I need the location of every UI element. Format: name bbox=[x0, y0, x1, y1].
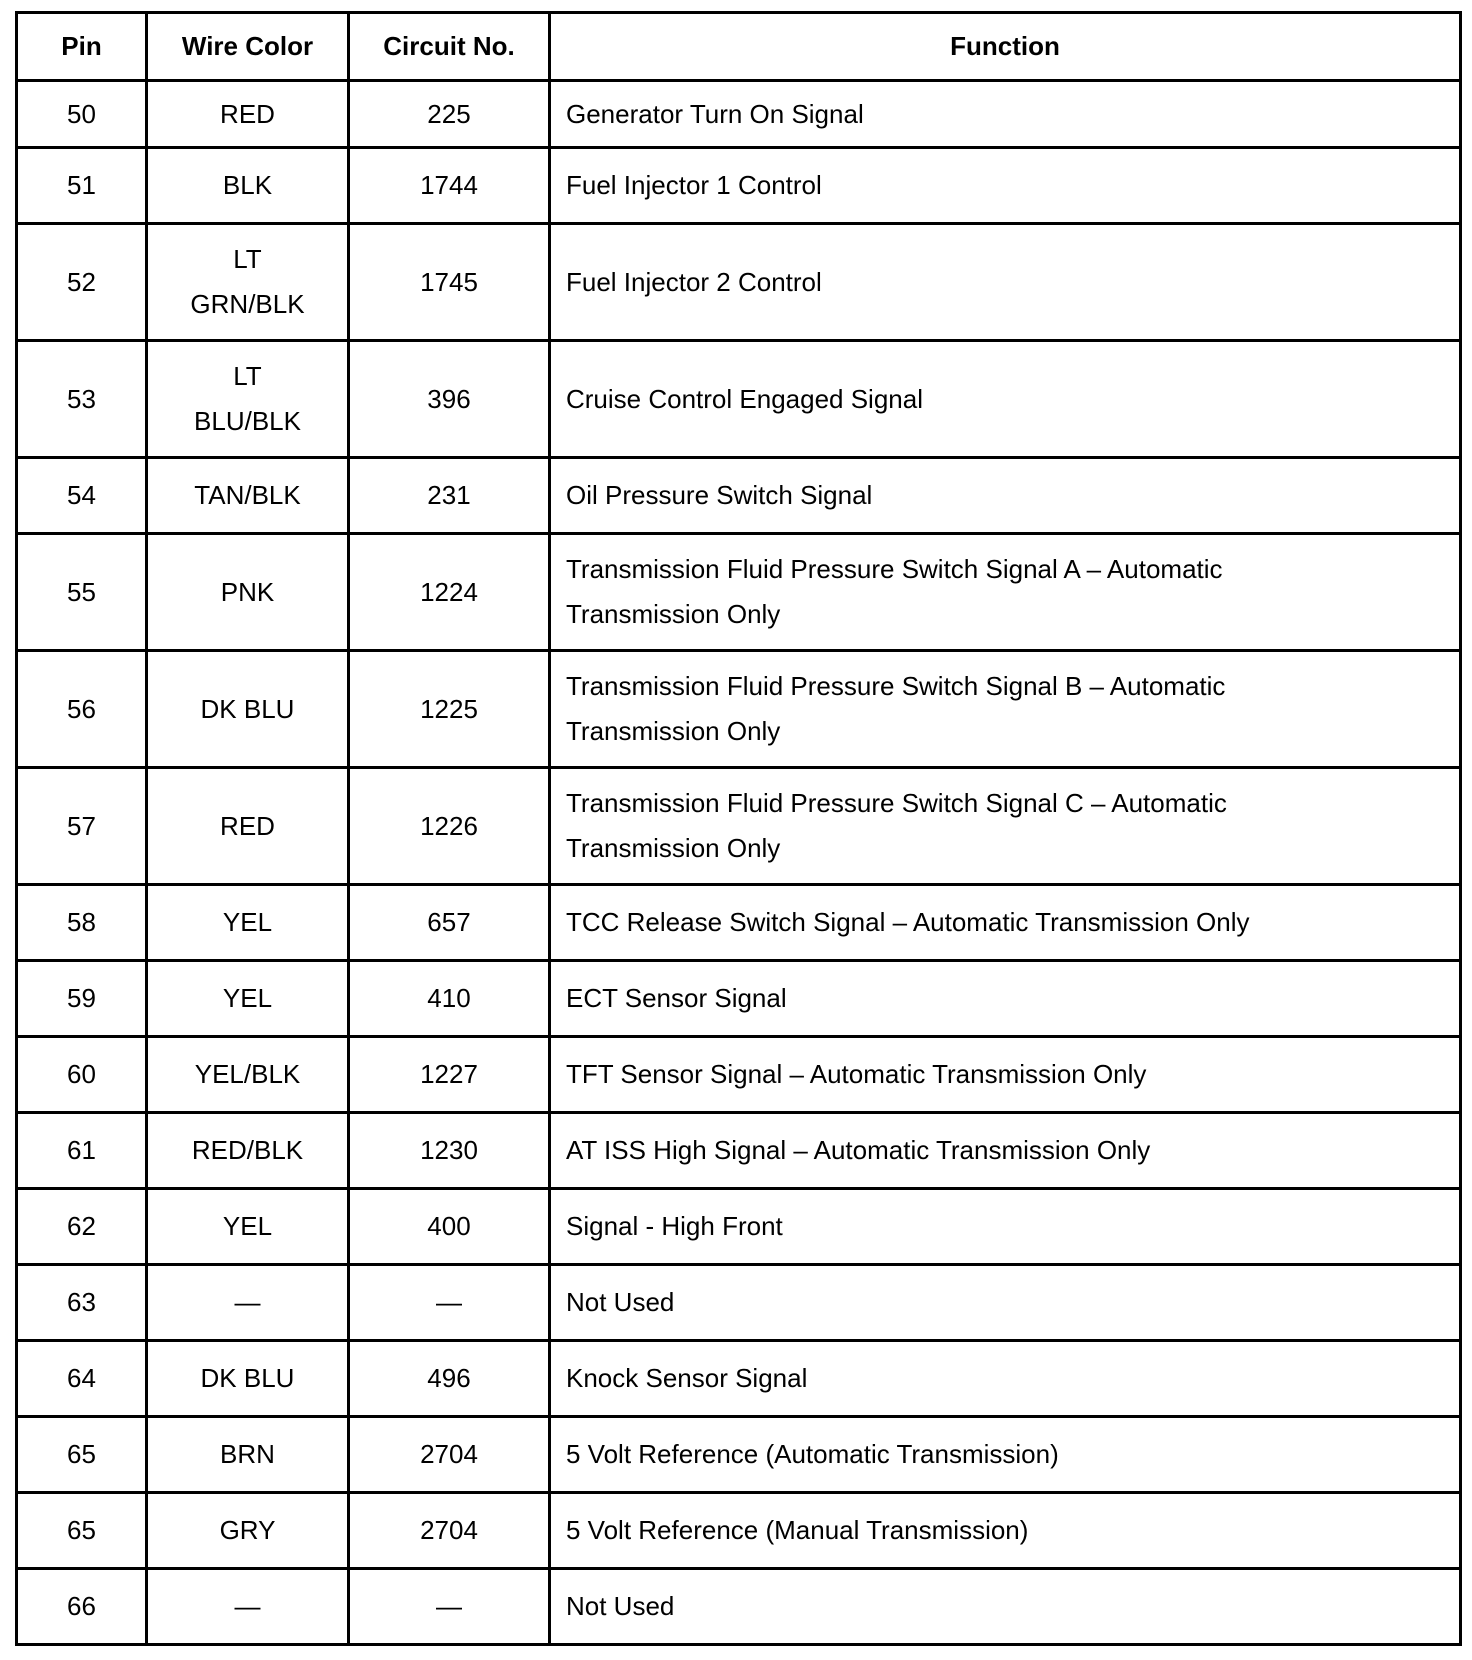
pin-cell: 64 bbox=[17, 1341, 147, 1417]
wire-color-cell: RED bbox=[147, 768, 349, 885]
pin-cell: 62 bbox=[17, 1189, 147, 1265]
wire-color-cell: PNK bbox=[147, 534, 349, 651]
circuit-cell: 400 bbox=[349, 1189, 550, 1265]
circuit-cell: 225 bbox=[349, 81, 550, 148]
circuit-cell: 410 bbox=[349, 961, 550, 1037]
table-row bbox=[17, 1189, 1461, 1265]
wire-color-cell: DK BLU bbox=[147, 1341, 349, 1417]
pin-cell: 65 bbox=[17, 1493, 147, 1569]
wire-color-cell: RED/BLK bbox=[147, 1113, 349, 1189]
header-row bbox=[17, 13, 1461, 81]
wire-color-cell: — bbox=[147, 1265, 349, 1341]
circuit-cell: 1225 bbox=[349, 651, 550, 768]
table-row bbox=[17, 148, 1461, 224]
pin-cell: 55 bbox=[17, 534, 147, 651]
table-row bbox=[17, 1265, 1461, 1341]
function-cell: Signal - High Front bbox=[550, 1189, 1461, 1265]
wire-color-cell: YEL bbox=[147, 961, 349, 1037]
wire-color-cell: GRY bbox=[147, 1493, 349, 1569]
header-function: Function bbox=[550, 13, 1461, 81]
function-cell: Generator Turn On Signal bbox=[550, 81, 1461, 148]
wire-color-cell: BRN bbox=[147, 1417, 349, 1493]
table-row bbox=[17, 458, 1461, 534]
circuit-cell: 2704 bbox=[349, 1493, 550, 1569]
table-row bbox=[17, 1341, 1461, 1417]
function-cell: Fuel Injector 2 Control bbox=[550, 224, 1461, 341]
function-cell: ECT Sensor Signal bbox=[550, 961, 1461, 1037]
table-row bbox=[17, 1493, 1461, 1569]
wire-color-cell: TAN/BLK bbox=[147, 458, 349, 534]
circuit-cell: 1745 bbox=[349, 224, 550, 341]
pin-cell: 59 bbox=[17, 961, 147, 1037]
function-cell: AT ISS High Signal – Automatic Transmission Only bbox=[550, 1113, 1461, 1189]
function-cell: Knock Sensor Signal bbox=[550, 1341, 1461, 1417]
circuit-cell: 496 bbox=[349, 1341, 550, 1417]
pin-cell: 65 bbox=[17, 1417, 147, 1493]
function-cell: TFT Sensor Signal – Automatic Transmission Only bbox=[550, 1037, 1461, 1113]
function-cell: Not Used bbox=[550, 1569, 1461, 1645]
pin-cell: 63 bbox=[17, 1265, 147, 1341]
header-circuit-no: Circuit No. bbox=[349, 13, 550, 81]
circuit-cell: 1230 bbox=[349, 1113, 550, 1189]
wire-color-cell: — bbox=[147, 1569, 349, 1645]
table-row bbox=[17, 534, 1461, 651]
wire-color-cell: YEL bbox=[147, 885, 349, 961]
header-wire-color: Wire Color bbox=[147, 13, 349, 81]
pin-cell: 60 bbox=[17, 1037, 147, 1113]
wire-color-cell: LT GRN/BLK bbox=[147, 224, 349, 341]
pin-cell: 54 bbox=[17, 458, 147, 534]
pin-cell: 53 bbox=[17, 341, 147, 458]
table-row bbox=[17, 341, 1461, 458]
table-row bbox=[17, 1569, 1461, 1645]
pin-cell: 56 bbox=[17, 651, 147, 768]
circuit-cell: 2704 bbox=[349, 1417, 550, 1493]
table-row bbox=[17, 885, 1461, 961]
circuit-cell: — bbox=[349, 1265, 550, 1341]
wire-color-cell: RED bbox=[147, 81, 349, 148]
circuit-cell: 1226 bbox=[349, 768, 550, 885]
table-row bbox=[17, 1037, 1461, 1113]
function-cell: 5 Volt Reference (Automatic Transmission) bbox=[550, 1417, 1461, 1493]
table-row bbox=[17, 224, 1461, 341]
table-row bbox=[17, 81, 1461, 148]
pin-cell: 50 bbox=[17, 81, 147, 148]
wire-color-cell: BLK bbox=[147, 148, 349, 224]
function-cell: Not Used bbox=[550, 1265, 1461, 1341]
function-cell: Transmission Fluid Pressure Switch Signal A – Automatic Transmission Only bbox=[550, 534, 1461, 651]
function-cell: TCC Release Switch Signal – Automatic Transmission Only bbox=[550, 885, 1461, 961]
function-cell: Fuel Injector 1 Control bbox=[550, 148, 1461, 224]
pin-cell: 51 bbox=[17, 148, 147, 224]
table-row bbox=[17, 961, 1461, 1037]
wire-color-cell: YEL/BLK bbox=[147, 1037, 349, 1113]
pin-cell: 57 bbox=[17, 768, 147, 885]
function-cell: Cruise Control Engaged Signal bbox=[550, 341, 1461, 458]
wire-color-cell: LT BLU/BLK bbox=[147, 341, 349, 458]
pinout-table-container bbox=[15, 11, 1462, 1646]
function-cell: 5 Volt Reference (Manual Transmission) bbox=[550, 1493, 1461, 1569]
circuit-cell: 1744 bbox=[349, 148, 550, 224]
function-cell: Transmission Fluid Pressure Switch Signal C – Automatic Transmission Only bbox=[550, 768, 1461, 885]
circuit-cell: 657 bbox=[349, 885, 550, 961]
circuit-cell: 1224 bbox=[349, 534, 550, 651]
table-row bbox=[17, 768, 1461, 885]
wire-color-cell: DK BLU bbox=[147, 651, 349, 768]
wire-color-cell: YEL bbox=[147, 1189, 349, 1265]
pin-cell: 52 bbox=[17, 224, 147, 341]
circuit-cell: — bbox=[349, 1569, 550, 1645]
table-row bbox=[17, 1113, 1461, 1189]
circuit-cell: 1227 bbox=[349, 1037, 550, 1113]
table-row bbox=[17, 1417, 1461, 1493]
pin-cell: 61 bbox=[17, 1113, 147, 1189]
function-cell: Transmission Fluid Pressure Switch Signal B – Automatic Transmission Only bbox=[550, 651, 1461, 768]
function-cell: Oil Pressure Switch Signal bbox=[550, 458, 1461, 534]
circuit-cell: 231 bbox=[349, 458, 550, 534]
table-row bbox=[17, 651, 1461, 768]
header-pin: Pin bbox=[17, 13, 147, 81]
pin-cell: 58 bbox=[17, 885, 147, 961]
circuit-cell: 396 bbox=[349, 341, 550, 458]
connector-pinout-table bbox=[15, 11, 1462, 1646]
pin-cell: 66 bbox=[17, 1569, 147, 1645]
